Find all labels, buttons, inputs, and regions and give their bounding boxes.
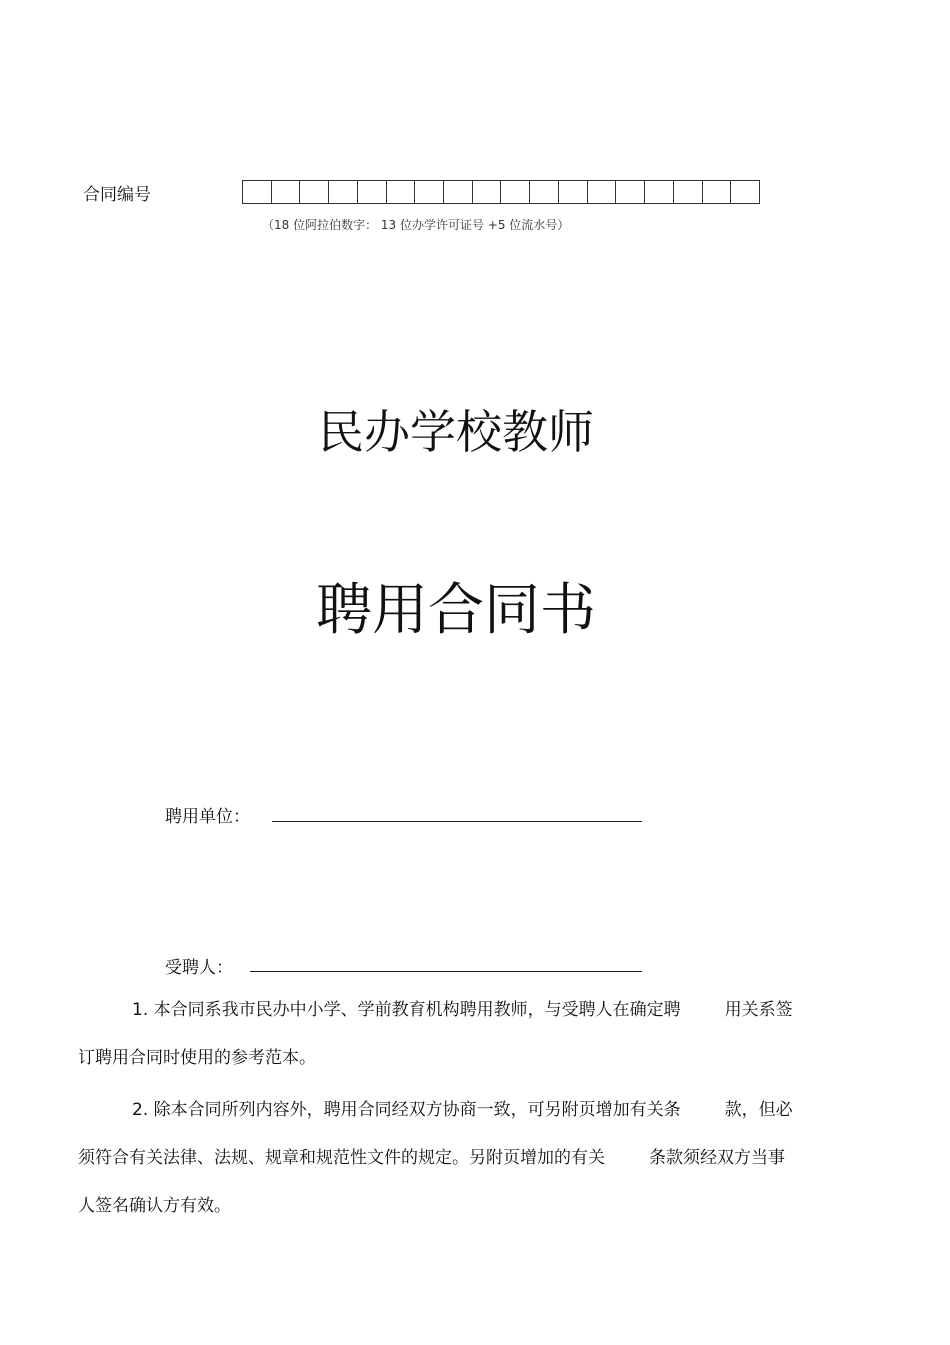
note-line [78, 1182, 858, 1230]
employer-field-label: 聘用单位： [165, 807, 250, 827]
note-line [78, 1034, 858, 1082]
note-text: 款，但必 [724, 1100, 793, 1120]
note-line [78, 1086, 858, 1134]
employee-field-blank[interactable] [250, 971, 642, 972]
note-paragraph-1 [78, 986, 858, 1082]
document-title-line-2: 聘用合同书 [316, 578, 596, 643]
contract-number-digit-box[interactable] [329, 181, 358, 203]
note-text: 1. 本合同系我市民办中小学、学前教育机构聘用教师，与受聘人在确定聘 [132, 1000, 681, 1020]
note-paragraph-2 [78, 1086, 858, 1230]
note-line [78, 986, 858, 1034]
contract-number-hint: （18 位阿拉伯数字： 13 位办学许可证号 +5 位流水号） [262, 218, 570, 232]
employer-field-blank[interactable] [272, 821, 642, 822]
note-line [78, 1134, 858, 1182]
contract-number-digit-boxes[interactable] [242, 180, 760, 204]
note-text: 条款须经双方当事 [649, 1148, 785, 1168]
contract-number-digit-box[interactable] [473, 181, 502, 203]
contract-number-digit-box[interactable] [674, 181, 703, 203]
contract-number-digit-box[interactable] [387, 181, 416, 203]
note-text: 人签名确认方有效。 [78, 1196, 231, 1216]
contract-number-digit-box[interactable] [559, 181, 588, 203]
contract-number-digit-box[interactable] [645, 181, 674, 203]
contract-number-digit-box[interactable] [415, 181, 444, 203]
note-text: 2. 除本合同所列内容外，聘用合同经双方协商一致，可另附页增加有关条 [132, 1100, 681, 1120]
contract-number-digit-box[interactable] [243, 181, 272, 203]
document-title-line-1: 民办学校教师 [318, 405, 594, 459]
contract-number-digit-box[interactable] [530, 181, 559, 203]
contract-number-label: 合同编号 [83, 185, 151, 205]
contract-number-digit-box[interactable] [444, 181, 473, 203]
employee-field-label: 受聘人： [165, 958, 233, 978]
note-text: 须符合有关法律、法规、规章和规范性文件的规定。另附页增加的有关 [78, 1148, 605, 1168]
contract-number-digit-box[interactable] [272, 181, 301, 203]
contract-number-digit-box[interactable] [616, 181, 645, 203]
note-text: 用关系签 [724, 1000, 793, 1020]
contract-number-digit-box[interactable] [501, 181, 530, 203]
contract-number-digit-box[interactable] [731, 181, 759, 203]
contract-number-digit-box[interactable] [703, 181, 732, 203]
contract-number-digit-box[interactable] [358, 181, 387, 203]
note-text: 订聘用合同时使用的参考范本。 [78, 1048, 316, 1068]
contract-number-digit-box[interactable] [588, 181, 617, 203]
contract-number-digit-box[interactable] [300, 181, 329, 203]
